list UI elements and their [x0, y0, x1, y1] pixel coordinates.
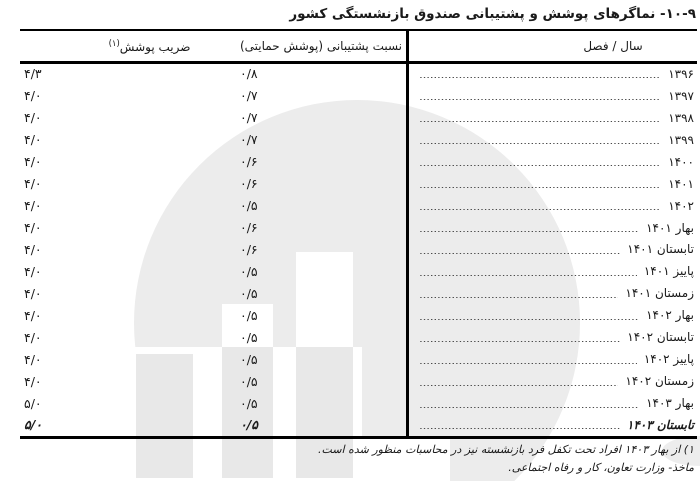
- year-cell: [409, 242, 697, 256]
- dotted-leader: [418, 384, 618, 386]
- support-ratio-value: ۰/۶: [240, 154, 258, 170]
- table-row: [20, 370, 697, 392]
- dotted-leader: [418, 428, 620, 430]
- coverage-value: ۴/۰: [24, 88, 42, 104]
- coverage-header-label: ضریب پوشش: [119, 39, 191, 54]
- year-label: ۱۳۹۹: [668, 132, 694, 147]
- coverage-value: ۴/۰: [24, 285, 42, 301]
- support-ratio-value: ۰/۵: [240, 351, 258, 367]
- support-ratio-value: ۰/۵: [240, 417, 258, 433]
- year-label: پاییز ۱۴۰۲: [643, 352, 694, 367]
- dotted-leader: [418, 274, 637, 276]
- year-label: بهار ۱۴۰۱: [646, 220, 694, 235]
- table-row: [20, 85, 697, 107]
- table-row: [20, 151, 697, 173]
- support-ratio-value: ۰/۶: [240, 220, 258, 236]
- table-body: [20, 63, 697, 436]
- dotted-leader: [418, 143, 661, 145]
- coverage-value: ۴/۰: [24, 132, 42, 148]
- support-ratio-value: ۰/۸: [240, 66, 258, 82]
- support-ratio-value: ۰/۷: [240, 132, 258, 148]
- year-label: ۱۴۰۲: [668, 198, 694, 213]
- coverage-value: ۴/۰: [24, 373, 42, 389]
- support-ratio-value: ۰/۵: [240, 329, 258, 345]
- year-cell: [409, 308, 697, 322]
- year-label: ۱۳۹۶: [668, 66, 694, 81]
- year-cell: [409, 374, 697, 388]
- support-ratio-value: ۰/۵: [240, 307, 258, 323]
- support-ratio-value: ۰/۷: [240, 88, 258, 104]
- year-cell: [409, 264, 697, 278]
- table-row: [20, 217, 697, 239]
- page-title: ۱۰-۹- نماگرهای پوشش و پشتیبانی صندوق بازنشستگی کشور: [289, 6, 696, 22]
- dotted-leader: [418, 77, 661, 79]
- year-label: زمستان ۱۴۰۲: [625, 374, 694, 389]
- year-cell: [409, 67, 697, 81]
- coverage-value: ۴/۰: [24, 198, 42, 214]
- source-line: ماخذ- وزارت تعاون، کار و رفاه اجتماعی.: [508, 460, 694, 474]
- table-row: [20, 326, 697, 348]
- table-row: [20, 282, 697, 304]
- support-ratio-value: ۰/۵: [240, 373, 258, 389]
- support-ratio-value: ۰/۵: [240, 198, 258, 214]
- coverage-value: ۴/۰: [24, 220, 42, 236]
- dotted-leader: [418, 318, 639, 320]
- coverage-value: ۴/۰: [24, 351, 42, 367]
- footnote-1: ۱) از بهار ۱۴۰۳ افراد تحت تکفل فرد بازنشسته نیز در محاسبات منظور شده است.: [318, 443, 694, 456]
- coverage-value: ۵/۰: [24, 417, 42, 433]
- year-cell: [409, 396, 697, 410]
- column-header-year: سال / فصل: [583, 39, 643, 53]
- table-row: [20, 195, 697, 217]
- year-cell: [409, 286, 697, 300]
- table-row: [20, 239, 697, 261]
- year-label: ۱۳۹۷: [668, 88, 694, 103]
- year-label: تابستان ۱۴۰۲: [627, 330, 694, 345]
- dotted-leader: [418, 187, 661, 189]
- year-cell: [409, 133, 697, 147]
- year-label: ۱۴۰۰: [668, 154, 694, 169]
- year-cell: [409, 418, 697, 432]
- support-ratio-value: ۰/۷: [240, 110, 258, 126]
- coverage-value: ۴/۰: [24, 154, 42, 170]
- dotted-leader: [418, 231, 639, 233]
- coverage-value: ۴/۰: [24, 241, 42, 257]
- year-label: تابستان ۱۴۰۱: [627, 242, 694, 257]
- dotted-leader: [418, 209, 661, 211]
- table-row: [20, 260, 697, 282]
- year-cell: [409, 352, 697, 366]
- year-label: ۱۳۹۸: [668, 110, 694, 125]
- coverage-value: ۴/۰: [24, 110, 42, 126]
- dotted-leader: [418, 121, 661, 123]
- year-label: پاییز ۱۴۰۱: [643, 264, 694, 279]
- table-row: [20, 129, 697, 151]
- support-ratio-value: ۰/۵: [240, 395, 258, 411]
- year-cell: [409, 177, 697, 191]
- dotted-leader: [418, 406, 639, 408]
- dotted-leader: [418, 340, 620, 342]
- footnotes: [20, 441, 694, 476]
- coverage-value: ۴/۰: [24, 263, 42, 279]
- support-ratio-value: ۰/۵: [240, 285, 258, 301]
- coverage-value: ۴/۳: [24, 66, 42, 82]
- coverage-value: ۵/۰: [24, 395, 42, 411]
- table-row: [20, 63, 697, 85]
- year-label: تابستان ۱۴۰۳: [626, 417, 694, 432]
- table-row: [20, 414, 697, 436]
- support-ratio-value: ۰/۶: [240, 176, 258, 192]
- year-cell: [409, 330, 697, 344]
- table-row: [20, 107, 697, 129]
- dotted-leader: [418, 165, 661, 167]
- dotted-leader: [418, 99, 661, 101]
- dotted-leader: [418, 252, 620, 254]
- dotted-leader: [418, 296, 618, 298]
- year-label: زمستان ۱۴۰۱: [625, 286, 694, 301]
- table-row: [20, 392, 697, 414]
- table-row: [20, 304, 697, 326]
- column-header-support-ratio: نسبت پشتیبانی (پوشش حمایتی): [239, 39, 403, 53]
- table-row: [20, 173, 697, 195]
- support-ratio-value: ۰/۵: [240, 263, 258, 279]
- year-label: بهار ۱۴۰۲: [646, 308, 694, 323]
- table-row: [20, 348, 697, 370]
- coverage-value: ۴/۰: [24, 329, 42, 345]
- support-ratio-value: ۰/۶: [240, 241, 258, 257]
- rule-bottom: [20, 436, 697, 439]
- year-cell: [409, 221, 697, 235]
- table-header: [20, 31, 697, 61]
- year-label: ۱۴۰۱: [668, 176, 694, 191]
- year-cell: [409, 111, 697, 125]
- year-label: بهار ۱۴۰۳: [646, 396, 694, 411]
- column-header-coverage: [20, 39, 233, 54]
- year-cell: [409, 199, 697, 213]
- year-cell: [409, 155, 697, 169]
- year-cell: [409, 89, 697, 103]
- coverage-value: ۴/۰: [24, 176, 42, 192]
- coverage-value: ۴/۰: [24, 307, 42, 323]
- footnote-mark: (۱): [108, 38, 120, 49]
- dotted-leader: [418, 362, 637, 364]
